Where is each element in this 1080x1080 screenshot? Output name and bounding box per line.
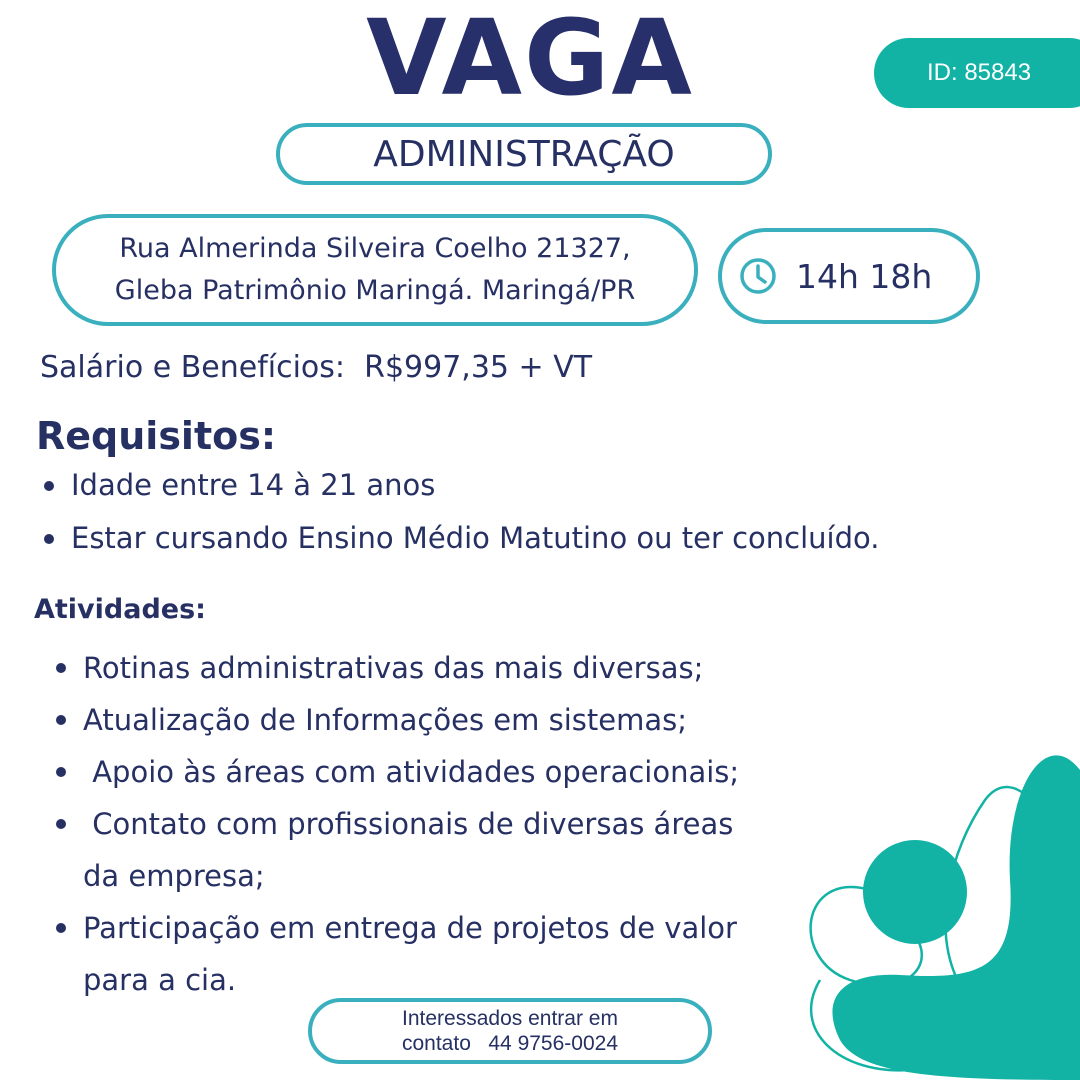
bullet-icon (56, 819, 66, 829)
activities-list (56, 642, 776, 1006)
bullet-icon (56, 923, 66, 933)
address-line-1: Rua Almerinda Silveira Coelho 21327, (119, 233, 631, 264)
list-item-text: Estar cursando Ensino Médio Matutino ou ter concluído. (71, 521, 880, 555)
contact-pill (308, 998, 712, 1064)
clock-icon (738, 256, 778, 296)
list-item-text: Participação em entrega de projetos de valor para a cia. (83, 911, 747, 997)
decorative-circle (863, 840, 967, 944)
list-item-text: Apoio às áreas com atividades operacionais; (83, 755, 740, 789)
list-item (56, 694, 776, 746)
page-title: VAGA (366, 0, 694, 119)
list-item-text: Rotinas administrativas das mais diversas; (83, 651, 704, 685)
job-id-badge: ID: 85843 (874, 38, 1080, 108)
address-line-2: Gleba Patrimônio Maringá. Maringá/PR (114, 275, 636, 306)
contact-line-1: Interessados entrar em (402, 1007, 618, 1030)
hours-text: 14h 18h (796, 256, 933, 296)
list-item (44, 464, 879, 517)
address-pill (52, 214, 698, 326)
list-item-text: Contato com profissionais de diversas áreas da empresa; (83, 807, 743, 893)
bullet-icon (56, 663, 66, 673)
activities-heading: Atividades: (34, 594, 206, 625)
contact-line-2: contato 44 9756-0024 (401, 1032, 618, 1055)
bullet-icon (56, 767, 66, 777)
role-pill: ADMINISTRAÇÃO (276, 123, 772, 185)
requirements-list (44, 464, 879, 570)
requirements-heading: Requisitos: (36, 414, 277, 458)
list-item (56, 642, 776, 694)
list-item-text: Atualização de Informações em sistemas; (83, 703, 687, 737)
salary-text: Salário e Benefícios: R$997,35 + VT (40, 350, 593, 385)
list-item (44, 517, 879, 570)
bullet-icon (44, 534, 54, 544)
list-item (56, 902, 756, 1006)
list-item (56, 746, 776, 798)
decorative-shapes (780, 730, 1080, 1080)
list-item (56, 798, 756, 902)
hours-pill (718, 228, 980, 324)
bullet-icon (44, 481, 54, 491)
list-item-text: Idade entre 14 à 21 anos (71, 468, 436, 502)
bullet-icon (56, 715, 66, 725)
